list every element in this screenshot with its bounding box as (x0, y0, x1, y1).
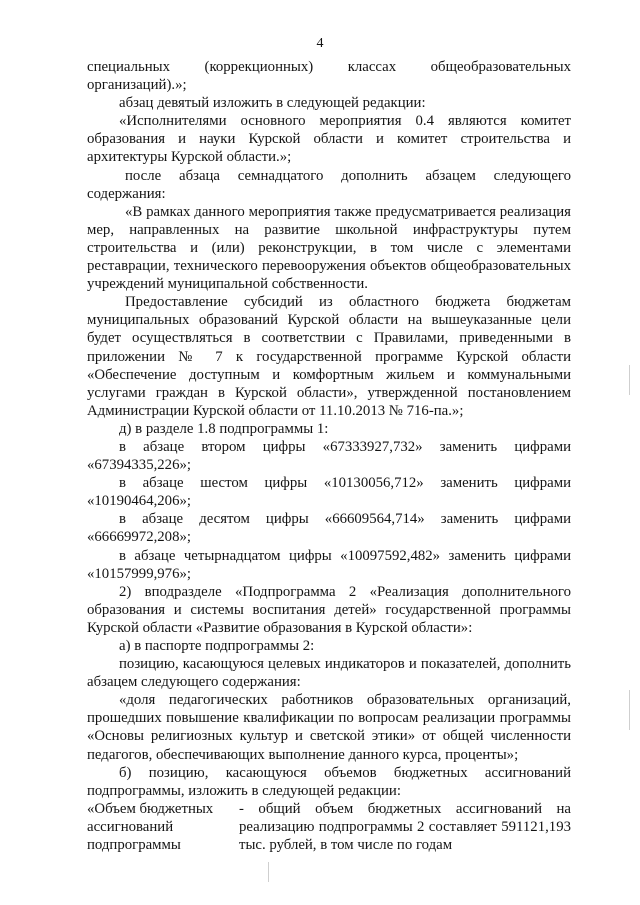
paragraph-4: после абзаца семнадцатого дополнить абзацем следующего содержания: (87, 167, 571, 202)
table-right-cell: - общий объем бюджетных ассигнований на реализацию подпрограммы 2 составляет 591121,193 тыс. рублей, в том числе по годам (239, 800, 571, 854)
scan-artifact (268, 862, 269, 882)
paragraph-16: б) позицию, касающуюся объемов бюджетных ассигнований подпрограммы, изложить в следующей редакции: (87, 764, 571, 799)
page-number: 4 (316, 36, 324, 51)
scan-artifact (629, 690, 630, 730)
paragraph-14: позицию, касающуюся целевых индикаторов и показателей, дополнить абзацем следующего содержания: (87, 656, 571, 691)
paragraph-5: «В рамках данного мероприятия также предусматривается реализация мер, направленных на развитие школьной инфраструктуры путем строительства и (или) реконструкции, в том числе с элементами реставрации, технического перевооружения объектов общеобразовательных учреждений муниципальной собственности. (87, 203, 571, 293)
paragraph-11: в абзаце четырнадцатом цифры «10097592,482» заменить цифрами «10157999,976»; (87, 547, 571, 582)
paragraph-8: в абзаце втором цифры «67333927,732» заменить цифрами «67394335,226»; (87, 438, 571, 474)
paragraph-15: «доля педагогических работников образовательных организаций, прошедших повышение квалификации по вопросам реализации программы «Основы религиозных культур и светской этики» от общей численности педагогов, обеспечивающих выполнение данного курса, проценты»; (87, 692, 571, 763)
paragraph-7: д) в разделе 1.8 подпрограммы 1: (119, 420, 329, 437)
document-body (87, 58, 571, 854)
scan-artifact (629, 365, 630, 395)
paragraph-13: а) в паспорте подпрограммы 2: (119, 638, 315, 654)
paragraph-12: 2) вподразделе «Подпрограмма 2 «Реализация дополнительного образования и системы воспитания детей» государственной программы Курской области «Развитие образования в Курской области»: (87, 583, 571, 636)
paragraph-1: специальных (коррекционных) классах общеобразовательных организаций).»; (87, 59, 571, 94)
paragraph-3: «Исполнителями основного мероприятия 0.4 являются комитет образования и науки Курской области и комитет строительства и архитектуры Курской области.»; (87, 113, 571, 166)
budget-allocation-table (87, 800, 571, 854)
paragraph-2: абзац девятый изложить в следующей редакции: (119, 95, 426, 112)
paragraph-6: Предоставление субсидий из областного бюджета бюджетам муниципальных образований Курской области на вышеуказанные цели будет осуществляться в соответствии с Правилами, приведенными в приложении № 7 к государственной программе Курской области «Обеспечение доступным и комфортным жильем и коммунальными услугами граждан в Курской области», утвержденной постановлением Администрации Курской области от 11.10.2013 № 716-па.»; (87, 294, 571, 419)
paragraph-10: в абзаце десятом цифры «66609564,714» заменить цифрами «66669972,208»; (87, 511, 571, 546)
paragraph-9: в абзаце шестом цифры «10130056,712» заменить цифрами «10190464,206»; (87, 475, 571, 510)
table-left-cell: «Объем бюджетных ассигнований подпрограммы (87, 800, 214, 854)
